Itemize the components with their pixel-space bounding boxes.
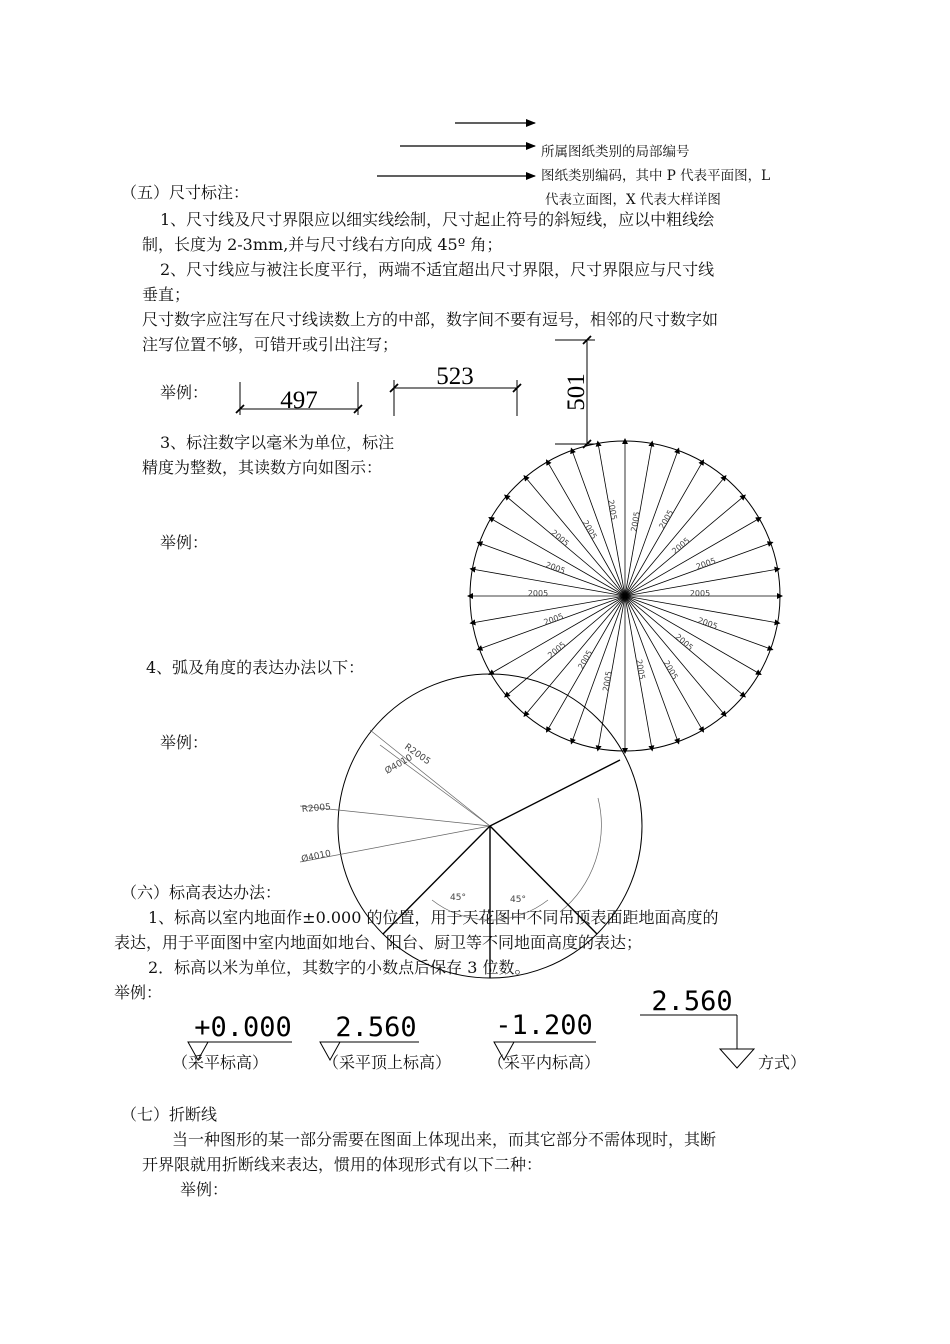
s6-example-label: 举例：	[114, 983, 163, 1002]
elevation-caption-2: （采平顶上标高）	[323, 1053, 452, 1072]
s6-paragraph-1a: 1、标高以室内地面作±0.000 的位置，用于天花图中不同吊顶表面距地面高度的	[148, 908, 719, 927]
radial-dimension-label: 2005	[544, 560, 567, 576]
radial-dimension-label: 2005	[576, 648, 595, 671]
elevation-caption-4: 方式）	[758, 1053, 807, 1072]
legend-arrows	[377, 123, 535, 176]
radial-dimension-label: 2005	[661, 658, 680, 682]
elevation-value-3: -1.200	[495, 1010, 593, 1041]
radial-dimension-label: 2005	[696, 615, 719, 632]
s5-paragraph-1a: 1、尺寸线及尺寸界限应以细实线绘制，尺寸起止符号的斜短线，应以中粗线绘	[160, 210, 715, 229]
arc-angle-diagram	[300, 674, 642, 978]
s7-paragraph-1a: 当一种图形的某一部分需要在图面上体现出来，而其它部分不需体现时，其断	[172, 1130, 717, 1149]
legend-line-3: 代表立面图，X 代表大样详图	[545, 192, 721, 208]
legend-line-1: 所属图纸类别的局部编号	[541, 144, 690, 160]
s6-paragraph-2: 2．标高以米为单位，其数字的小数点后保存 3 位数。	[148, 958, 531, 977]
angle-label-1: 45°	[450, 893, 466, 903]
elevation-value-4: 2.560	[651, 986, 733, 1017]
angle-label-2: 45°	[510, 895, 526, 905]
arc-radius-label-1: R2005	[402, 742, 432, 768]
s7-paragraph-1b: 开界限就用折断线来表达，惯用的体现形式有以下二种：	[142, 1155, 543, 1174]
s5-paragraph-2b: 垂直；	[142, 285, 191, 304]
s5-paragraph-4b: 精度为整数，其读数方向如图示：	[142, 458, 383, 477]
example-label-3: 举例：	[160, 733, 209, 752]
s7-example-label: 举例：	[180, 1180, 229, 1199]
radial-dimension-label: 2005	[527, 589, 549, 598]
radial-dimension-label: 2005	[549, 528, 571, 549]
radial-dimension-label: 2005	[673, 632, 695, 653]
radial-dimension-label: 2005	[694, 556, 718, 572]
radial-dimension-label: 2005	[689, 589, 711, 598]
dimension-text-523: 523	[436, 363, 474, 390]
example-label-1: 举例：	[160, 383, 209, 402]
dimension-text-497: 497	[280, 387, 318, 414]
arc-diameter-label-2: Ø4010	[300, 848, 332, 865]
elevation-value-1: +0.000	[194, 1012, 292, 1043]
elevation-value-2: 2.560	[335, 1012, 417, 1043]
radial-dimension-label: 2005	[601, 670, 614, 693]
dimension-text-501: 501	[563, 373, 590, 411]
radial-dimension-label: 2005	[580, 518, 599, 541]
radial-dimension-label: 2005	[542, 611, 565, 628]
s6-paragraph-1b: 表达，用于平面图中室内地面如地台、阳台、厨卫等不同地面高度的表达；	[114, 933, 643, 952]
section-6-heading: （六）标高表达办法：	[121, 883, 282, 902]
radial-dimension-label: 2005	[670, 535, 692, 556]
elevation-caption-1: （采平标高）	[172, 1053, 269, 1072]
radial-dimension-label: 2005	[657, 508, 676, 531]
radial-dimension-label: 2005	[606, 499, 619, 521]
section-7-heading: （七）折断线	[121, 1105, 218, 1124]
s5-paragraph-3b: 注写位置不够，可错开或引出注写；	[142, 335, 399, 354]
arc-radius-label-2: R2005	[301, 802, 332, 815]
legend-line-2: 图纸类别编码，其中 P 代表平面图，L	[541, 168, 771, 184]
radial-dimension-label: 2005	[629, 510, 642, 533]
example-label-2: 举例：	[160, 533, 209, 552]
radial-dimension-label: 2005	[634, 658, 647, 681]
radial-dimension-diagram	[470, 441, 780, 751]
s5-paragraph-3a: 尺寸数字应注写在尺寸线读数上方的中部，数字间不要有逗号，相邻的尺寸数字如	[142, 310, 719, 329]
elevation-caption-3: （采平内标高）	[488, 1053, 601, 1072]
section-5-heading: （五）尺寸标注：	[121, 183, 250, 202]
s5-paragraph-4a: 3、标注数字以毫米为单位，标注	[160, 433, 395, 452]
s5-paragraph-2a: 2、尺寸线应与被注长度平行，两端不适宜超出尺寸界限，尺寸界限应与尺寸线	[160, 260, 715, 279]
s5-paragraph-5: 4、弧及角度的表达办法以下：	[146, 658, 365, 677]
s5-paragraph-1b: 制，长度为 2-3mm,并与尺寸线右方向成 45º 角；	[142, 235, 503, 254]
arc-diameter-label-1: Ø4010	[383, 752, 415, 777]
radial-dimension-label: 2005	[546, 639, 568, 660]
